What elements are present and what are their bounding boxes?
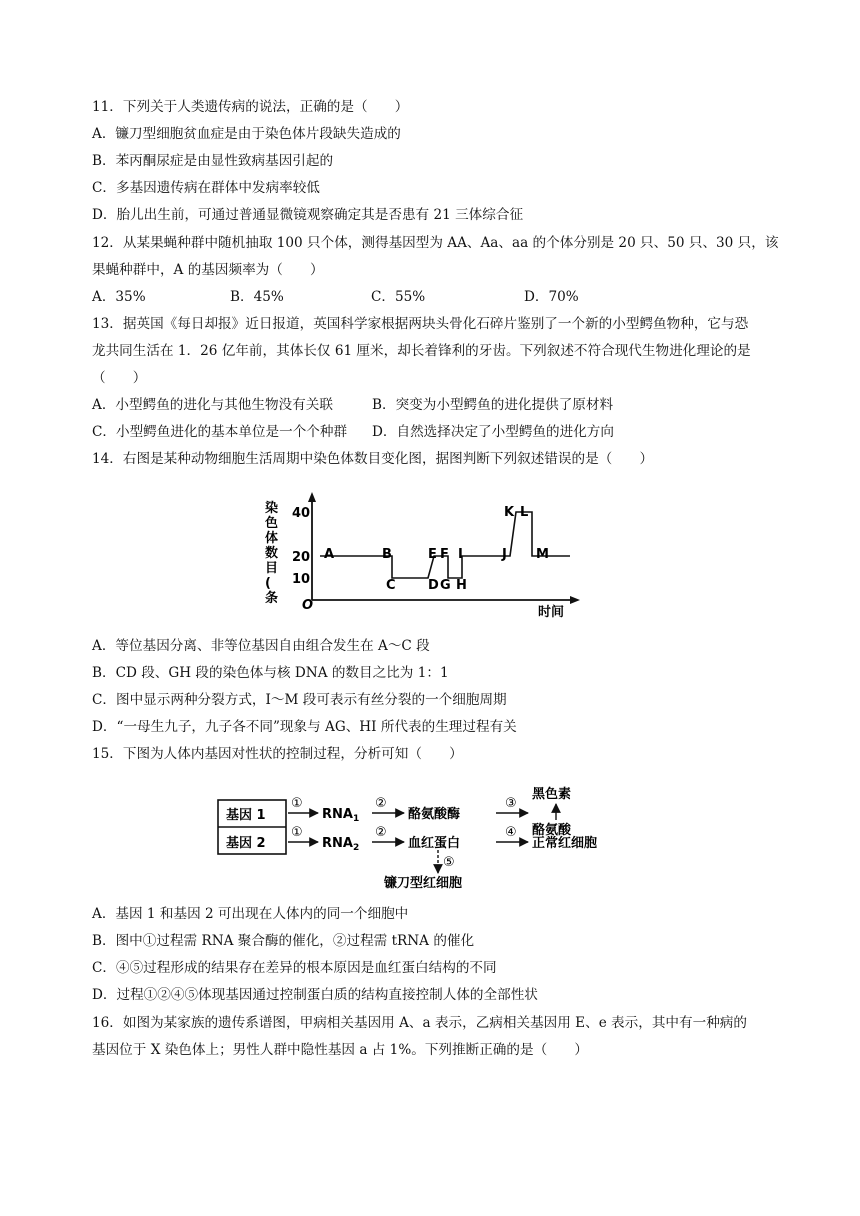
- point-label-m: M: [536, 547, 549, 562]
- gene2-label: 基因 2: [226, 836, 266, 851]
- ylabel-char: 染: [265, 501, 279, 516]
- q15-option-a: A．基因 1 和基因 2 可出现在人体内的同一个细胞中: [92, 906, 409, 922]
- q14-option-a: A．等位基因分离、非等位基因自由组合发生在 A～C 段: [92, 638, 430, 654]
- q14-option-b: B．CD 段、GH 段的染色体与核 DNA 的数目之比为 1：1: [92, 665, 449, 681]
- rna2-label: $RNA_2$: [322, 836, 360, 853]
- rna1-label: $RNA_1$: [322, 807, 360, 824]
- q11-option-b: B．苯丙酮尿症是由显性致病基因引起的: [92, 153, 334, 169]
- point-label-c: C: [386, 578, 396, 593]
- step4-label: ④: [505, 825, 517, 840]
- y-axis-arrow: [308, 492, 316, 502]
- y-tick-label: 20: [292, 550, 311, 565]
- point-label-j: J: [502, 547, 507, 562]
- step3-label: ③: [505, 796, 517, 811]
- q13-stem-line2: 龙共同生活在 1．26 亿年前，其体长仅 61 厘米，却长着锋利的牙齿。下列叙述不符合现代生物进化理论的是: [92, 343, 751, 359]
- chart-ylabel: [265, 500, 278, 606]
- step5-label: ⑤: [443, 855, 455, 870]
- q11-option-a: A．镰刀型细胞贫血症是由于染色体片段缺失造成的: [92, 126, 401, 142]
- q13-stem-line1: 13．据英国《每日却报》近日报道，英国科学家根据两块头骨化石碎片鉴别了一个新的小型鳄鱼物种，它与恐: [92, 316, 749, 332]
- chart-xlabel: 时间: [538, 605, 565, 620]
- origin-label: O: [302, 598, 314, 613]
- q12-stem-line1: 12．从某果蝇种群中随机抽取 100 只个体，测得基因型为 AA、Aa、aa 的个体分别是 20 只、50 只、30 只，该: [92, 235, 779, 251]
- q15-stem: 15．下图为人体内基因对性状的控制过程，分析可知（ ）: [92, 746, 463, 762]
- q13-option-b: B．突变为小型鳄鱼的进化提供了原材料: [372, 397, 614, 413]
- point-label-e: E: [428, 547, 437, 562]
- ylabel-char: 色: [265, 516, 279, 531]
- point-label-d: D: [428, 578, 439, 593]
- q16-stem-line2: 基因位于 X 染色体上；男性人群中隐性基因 a 占 1%。下列推断正确的是（ ）: [92, 1042, 588, 1058]
- step1-label-bottom: ①: [291, 825, 303, 840]
- ylabel-char: (: [265, 576, 271, 591]
- point-label-f: F: [440, 547, 449, 562]
- q16-stem-line1: 16．如图为某家族的遗传系谱图，甲病相关基因用 A、a 表示，乙病相关基因用 E、e 表示，其中有一种病的: [92, 1015, 747, 1031]
- q13-option-d: D．自然选择决定了小型鳄鱼的进化方向: [372, 424, 614, 440]
- q11-stem: 11．下列关于人类遗传病的说法，正确的是（ ）: [92, 99, 409, 115]
- q12-stem-line2: 果蝇种群中，A 的基因频率为（ ）: [92, 262, 324, 278]
- y-tick-label: 40: [292, 506, 311, 521]
- q13-option-c: C．小型鳄鱼进化的基本单位是一个个种群: [92, 424, 348, 440]
- melanin-label: 黑色素: [532, 787, 572, 802]
- sickle-rbc-label: 镰刀型红细胞: [384, 876, 463, 891]
- chromosome-count-line: [320, 512, 570, 578]
- enzyme-label: 酪氨酸酶: [408, 807, 461, 822]
- point-label-a: A: [324, 547, 335, 562]
- step1-label-top: ①: [291, 796, 303, 811]
- point-label-g: G: [440, 578, 451, 593]
- ylabel-char: 条: [265, 591, 279, 606]
- q14-option-c: C．图中显示两种分裂方式，I～M 段可表示有丝分裂的一个细胞周期: [92, 692, 507, 708]
- gene-control-diagram: [212, 780, 632, 892]
- q12-option-d: D．70%: [524, 289, 579, 305]
- hemoglobin-label: 血红蛋白: [408, 836, 461, 851]
- q12-option-c: C．55%: [371, 289, 426, 305]
- q15-option-b: B．图中①过程需 RNA 聚合酶的催化，②过程需 tRNA 的催化: [92, 933, 475, 949]
- q12-option-a: A．35%: [92, 289, 146, 305]
- q12-option-b: B．45%: [230, 289, 284, 305]
- q15-option-d: D．过程①②④⑤体现基因通过控制蛋白质的结构直接控制人体的全部性状: [92, 987, 538, 1003]
- chromosome-count-chart: [262, 488, 592, 620]
- ylabel-char: 目: [265, 561, 279, 576]
- x-axis-arrow: [570, 596, 580, 604]
- gene1-label: 基因 1: [226, 808, 266, 823]
- normal-rbc-label: 正常红细胞: [532, 836, 598, 851]
- q14-stem: 14．右图是某种动物细胞生活周期中染色体数目变化图，据图判断下列叙述错误的是（ ）: [92, 451, 654, 467]
- point-label-h: H: [456, 578, 467, 593]
- point-label-k: K: [504, 505, 515, 520]
- tyrosine-label: 酪氨酸: [532, 823, 572, 838]
- step2-label-top: ②: [375, 796, 387, 811]
- q11-option-d: D．胎儿出生前，可通过普通显微镜观察确定其是否患有 21 三体综合征: [92, 207, 524, 223]
- ylabel-char: 数: [265, 546, 279, 561]
- q13-stem-line3: （ ）: [92, 370, 147, 386]
- q14-option-d: D．“一母生九子，九子各不同”现象与 AG、HI 所代表的生理过程有关: [92, 719, 517, 735]
- point-label-i: I: [458, 547, 463, 562]
- q15-option-c: C．④⑤过程形成的结果存在差异的根本原因是血红蛋白结构的不同: [92, 960, 497, 976]
- step2-label-bottom: ②: [375, 825, 387, 840]
- point-label-l: L: [520, 505, 529, 520]
- y-tick-label: 10: [292, 572, 311, 587]
- point-label-b: B: [382, 547, 392, 562]
- q11-option-c: C．多基因遗传病在群体中发病率较低: [92, 180, 320, 196]
- q13-option-a: A．小型鳄鱼的进化与其他生物没有关联: [92, 397, 333, 413]
- ylabel-char: 体: [265, 531, 279, 546]
